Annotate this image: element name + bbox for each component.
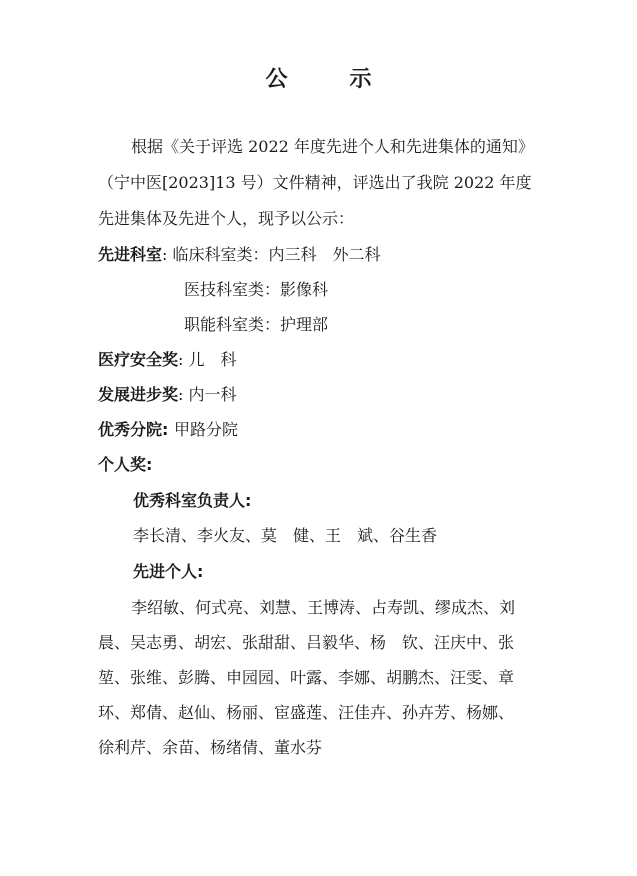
colon: : [162,420,174,439]
advanced-label: 先进个人 [133,562,198,581]
progress-award-label: 发展进步奖 [98,385,179,404]
dept-label: 先进科室 [98,245,163,264]
intro-line-3: 先进集体及先进个人，现予以公示： [98,209,355,228]
advanced-names-line: 环、郑倩、赵仙、杨丽、宦盛莲、汪佳卉、孙卉芳、杨娜、 [98,703,515,722]
colon: : [178,385,189,404]
colon: : [162,245,173,264]
progress-award-value: 内一科 [188,385,237,404]
advanced-names-line: 徐利芹、余苗、杨绪倩、董水芬 [98,738,323,757]
dept-clinical: 临床科室类：内三科 外二科 [172,245,381,264]
leaders-list: 李长清、李火友、莫 健、王 斌、谷生香 [133,526,438,545]
intro-line-1: 根据《关于评选 2022 年度先进个人和先进集体的通知》 [131,137,534,156]
personal-award-heading [98,447,152,483]
personal-award-label: 个人奖 [98,455,147,474]
safety-award-value: 儿 科 [188,350,237,369]
advanced-names [98,590,544,765]
leaders-label: 优秀科室负责人 [133,491,246,510]
intro-line-2: （宁中医[2023]13 号）文件精神，评选出了我院 2022 年度 [98,173,532,192]
colon: : [245,491,252,510]
colon: : [178,350,189,369]
advanced-names-line: 晨、吴志勇、胡宏、张甜甜、吕毅华、杨 钦、汪庆中、张 [98,633,515,652]
dept-clinical-row [98,237,381,273]
leaders-heading [133,483,251,519]
branch-award-label: 优秀分院 [98,420,163,439]
advanced-heading [133,554,203,590]
safety-award-row [98,342,237,378]
dept-functional: 职能科室类：护理部 [184,315,329,334]
progress-award-row [98,377,237,413]
advanced-names-line: 堃、张维、彭腾、申园园、叶露、李娜、胡鹏杰、汪雯、章 [98,668,515,687]
colon: : [197,562,204,581]
safety-award-label: 医疗安全奖 [98,350,179,369]
advanced-names-line: 李绍敏、何式亮、刘慧、王博涛、占寿凯、缪成杰、刘 [131,598,516,617]
intro-paragraph [98,129,558,237]
dept-medtech: 医技科室类：影像科 [184,280,329,299]
branch-award-row [98,412,238,448]
document-title: 公 示 [265,67,392,92]
colon: : [146,455,153,474]
branch-award-value: 甲路分院 [173,420,238,439]
